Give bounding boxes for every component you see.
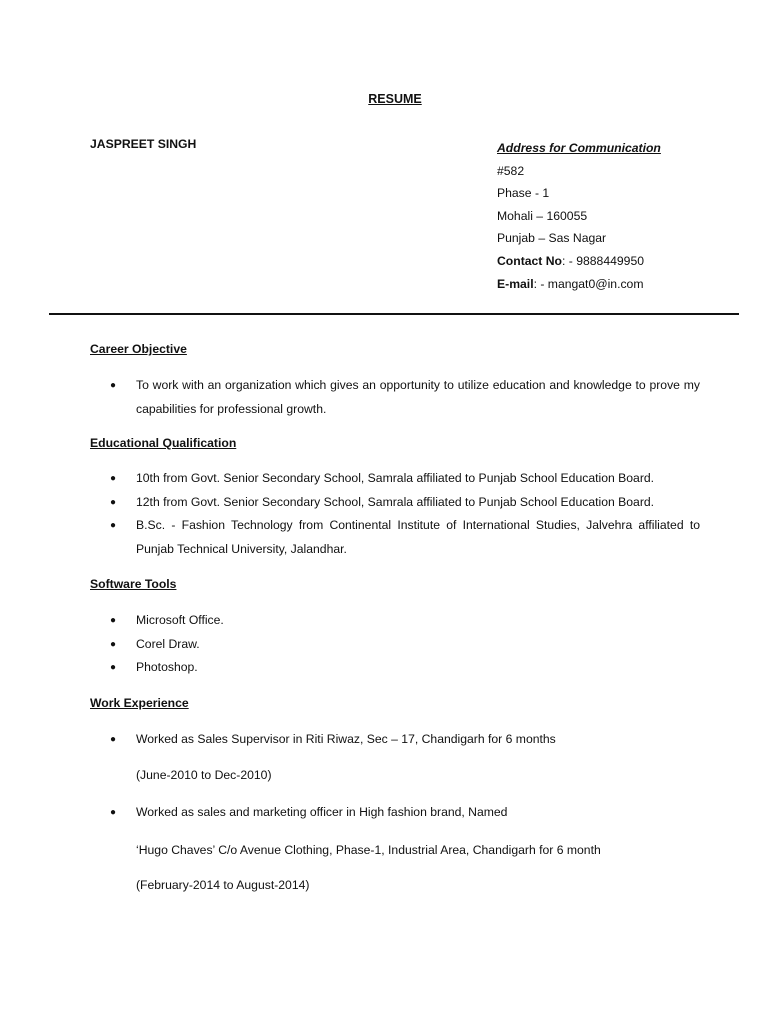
bullet-icon: ●: [110, 662, 117, 673]
education-list: [110, 467, 700, 561]
work-list-1: [110, 728, 700, 752]
work-period: (June-2010 to Dec-2010): [136, 768, 272, 782]
contact-value: : - 9888449950: [562, 253, 644, 268]
list-item-text: Worked as sales and marketing officer in High fashion brand, Named: [136, 805, 508, 819]
address-line: Punjab – Sas Nagar: [497, 231, 607, 246]
bullet-icon: ●: [110, 638, 117, 650]
bullet-icon: ●: [110, 615, 117, 626]
list-item-text: To work with an organization which gives an opportunity to utilize education and knowledge to prove my capabilities for professional growth.: [136, 378, 700, 416]
address-block: [497, 137, 661, 295]
address-line: #582: [497, 163, 525, 178]
address-line: Mohali – 160055: [497, 208, 588, 223]
contact-label: Contact No: [497, 253, 562, 268]
candidate-name: JASPREET SINGH: [90, 137, 197, 151]
career-objective-heading: Career Objective: [90, 342, 187, 356]
list-item: [110, 467, 700, 491]
list-item: [110, 728, 700, 752]
list-item-text: B.Sc. - Fashion Technology from Continental Institute of International Studies, Jalvehra affiliated to Punjab Technical University, Jalandhar.: [136, 518, 700, 556]
address-line: Phase - 1: [497, 186, 550, 201]
list-item: [110, 801, 700, 825]
education-heading: Educational Qualification: [90, 436, 237, 450]
bullet-icon: ●: [110, 520, 117, 531]
work-detail: ‘Hugo Chaves’ C/o Avenue Clothing, Phase-1, Industrial Area, Chandigarh for 6 month: [136, 843, 601, 857]
email-value: : - mangat0@in.com: [533, 276, 644, 291]
list-item-text: Microsoft Office.: [136, 613, 224, 627]
list-item-text: Corel Draw.: [136, 636, 200, 651]
list-item-text: 12th from Govt. Senior Secondary School, Samrala affiliated to Punjab School Education Board.: [136, 494, 655, 509]
software-list: [110, 609, 700, 680]
email-label: E-mail: [497, 276, 534, 291]
software-heading: Software Tools: [90, 577, 177, 591]
contact-row: [497, 250, 661, 273]
work-period: (February-2014 to August-2014): [136, 878, 310, 892]
list-item: [110, 374, 700, 421]
bullet-icon: ●: [110, 380, 117, 391]
list-item: [110, 656, 700, 680]
bullet-icon: ●: [110, 473, 117, 484]
list-item: [110, 609, 700, 633]
resume-title: RESUME: [368, 92, 422, 106]
bullet-icon: ●: [110, 807, 117, 818]
list-item: [110, 633, 700, 657]
bullet-icon: ●: [110, 734, 117, 745]
list-item-text: 10th from Govt. Senior Secondary School, Samrala affiliated to Punjab School Education Board.: [136, 471, 655, 485]
list-item: [110, 491, 700, 515]
work-heading: Work Experience: [90, 696, 189, 710]
list-item: [110, 514, 700, 561]
header-divider: [49, 313, 739, 315]
list-item-text: Photoshop.: [136, 660, 198, 674]
career-objective-list: [110, 374, 700, 421]
work-list-2: [110, 801, 700, 825]
bullet-icon: ●: [110, 496, 117, 508]
address-heading: Address for Communication: [497, 141, 661, 155]
list-item-text: Worked as Sales Supervisor in Riti Riwaz, Sec – 17, Chandigarh for 6 months: [136, 732, 556, 746]
email-row: [497, 273, 661, 296]
